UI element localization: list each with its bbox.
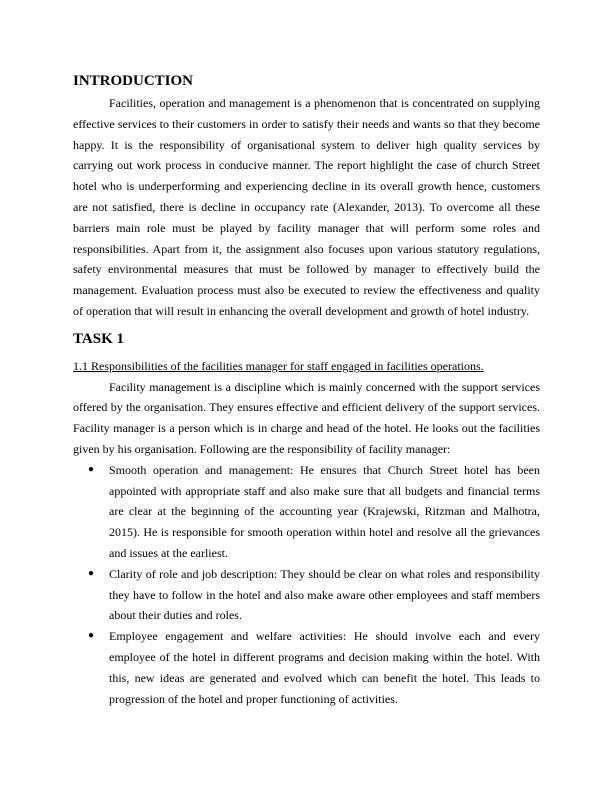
introduction-heading: INTRODUCTION xyxy=(73,73,194,89)
bullet-icon: ● xyxy=(88,567,95,579)
responsibility-list xyxy=(73,460,540,710)
introduction-paragraph: Facilities, operation and management is a phenomenon that is concentrated on supplying effective services to their customers in order to satisfy their needs and wants so that they become happy. It is the responsibility of organisational system to deliver high quality services by carrying out work process in conducive manner. The report highlight the case of church Street hotel who is underperforming and experiencing decline in its overall growth hence, customers are not satisfied, there is decline in occupancy rate (Alexander, 2013). To overcome all these barriers main role must be played by facility manager that will perform some roles and responsibilities. Apart from it, the assignment also focuses upon various statutory regulations, safety environmental measures that must be followed by manager to effectively build the management. Evaluation process must also be executed to review the effectiveness and quality of operation that will result in enhancing the overall development and growth of hotel industry. xyxy=(73,96,540,318)
list-item xyxy=(88,460,540,564)
task1-subheading: 1.1 Responsibilities of the facilities manager for staff engaged in facilities operations. xyxy=(73,358,484,373)
bullet-icon: ● xyxy=(88,630,95,642)
task1-paragraph: Facility management is a discipline which is mainly concerned with the support services offered by the organisation. They ensures effective and efficient delivery of the support services. Facility manager is a person which is in charge and head of the hotel. He looks out the facilities given by his organisation. Following are the responsibility of facility manager: xyxy=(73,379,540,456)
list-item-text: Clarity of role and job description: They should be clear on what roles and responsibility they have to follow in the hotel and also make aware other employees and staff members about their duties and roles. xyxy=(109,566,540,623)
list-item xyxy=(88,564,540,626)
list-item xyxy=(88,626,540,709)
bullet-icon: ● xyxy=(88,463,95,475)
list-item-text: Smooth operation and management: He ensures that Church Street hotel has been appointed with appropriate staff and also make sure that all budgets and financial terms are clear at the beginning of the accounting year (Krajewski, Ritzman and Malhotra, 2015). He is responsible for smooth operation within hotel and resolve all the grievances and issues at the earliest. xyxy=(109,462,540,560)
list-item-text: Employee engagement and welfare activities: He should involve each and every employee of the hotel in different programs and decision making within the hotel. With this, new ideas are generated and evolved which can benefit the hotel. This leads to progression of the hotel and proper functioning of activities. xyxy=(109,629,540,706)
task1-heading: TASK 1 xyxy=(73,330,124,347)
